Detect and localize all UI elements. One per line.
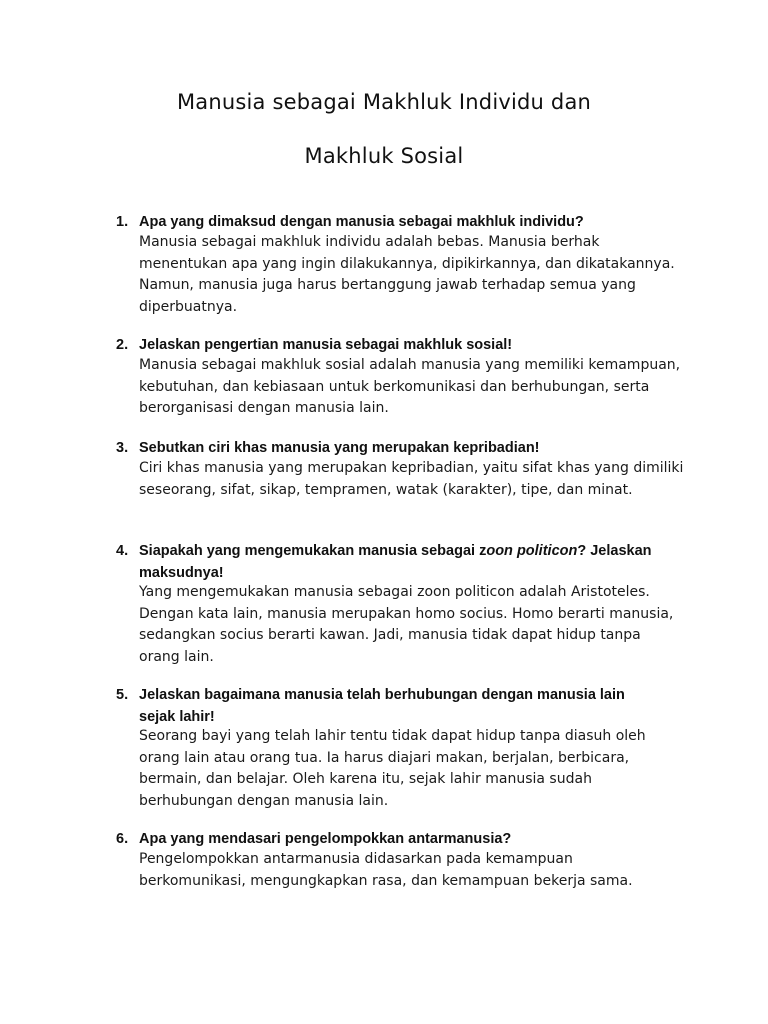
question-text-start: Siapakah yang mengemukakan manusia sebagai z [139,543,487,559]
answer-text: Pengelompokkan antarmanusia didasarkan pada kemampuan berkomunikasi, mengungkapkan rasa, dan kemampuan bekerja sama. [139,851,633,889]
question-text-end: ? Jelaskan maksudnya! [139,543,652,581]
question-text: Apa yang mendasari pengelompokkan antarmanusia? [139,831,512,847]
answer-text: Yang mengemukakan manusia sebagai zoon politicon adalah Aristoteles. Dengan kata lain, manusia merupakan homo socius. Homo berarti manusia, sedangkan socius berarti kawan. Jadi, manusia tidak dapat hidup tanpa orang lain. [139,584,674,665]
answer-text: Manusia sebagai makhluk individu adalah bebas. Manusia berhak menentukan apa yang ingin dilakukannya, dipikirkannya, dan dikatakannya. Namun, manusia juga harus bertanggung jawab terhadap semua yang diperbuatnya. [139,234,675,315]
question-text: Apa yang dimaksud dengan manusia sebagai makhluk individu? [139,214,584,230]
item-number: 6. [116,831,129,847]
item-number: 1. [116,214,129,230]
question-text: Sebutkan ciri khas manusia yang merupakan kepribadian! [139,440,540,456]
document-title-line-2: Makhluk Sosial [304,144,464,168]
answer-text: Seorang bayi yang telah lahir tentu tidak dapat hidup tanpa diasuh oleh orang lain atau orang tua. Ia harus diajari makan, berjalan, berbicara, bermain, dan belajar. Oleh karena itu, sejak lahir manusia sudah berhubungan dengan manusia lain. [139,728,646,809]
question-text-italic: oon politicon [486,543,578,559]
answer-text: Manusia sebagai makhluk sosial adalah manusia yang memiliki kemampuan, kebutuhan, dan kebiasaan untuk berkomunikasi dan berhubungan, serta berorganisasi dengan manusia lain. [139,357,681,417]
question-text: Jelaskan pengertian manusia sebagai makhluk sosial! [139,337,513,353]
item-number: 2. [116,337,129,353]
item-number: 4. [116,543,129,559]
question-text [139,540,659,584]
item-number: 5. [116,687,129,703]
question-text: Jelaskan bagaimana manusia telah berhubungan dengan manusia lain sejak lahir! [139,687,625,725]
answer-text: Ciri khas manusia yang merupakan kepribadian, yaitu sifat khas yang dimiliki seseorang, sifat, sikap, tempramen, watak (karakter), tipe, dan minat. [139,460,684,498]
document-title-line-1: Manusia sebagai Makhluk Individu dan [176,90,592,114]
item-number: 3. [116,440,129,456]
